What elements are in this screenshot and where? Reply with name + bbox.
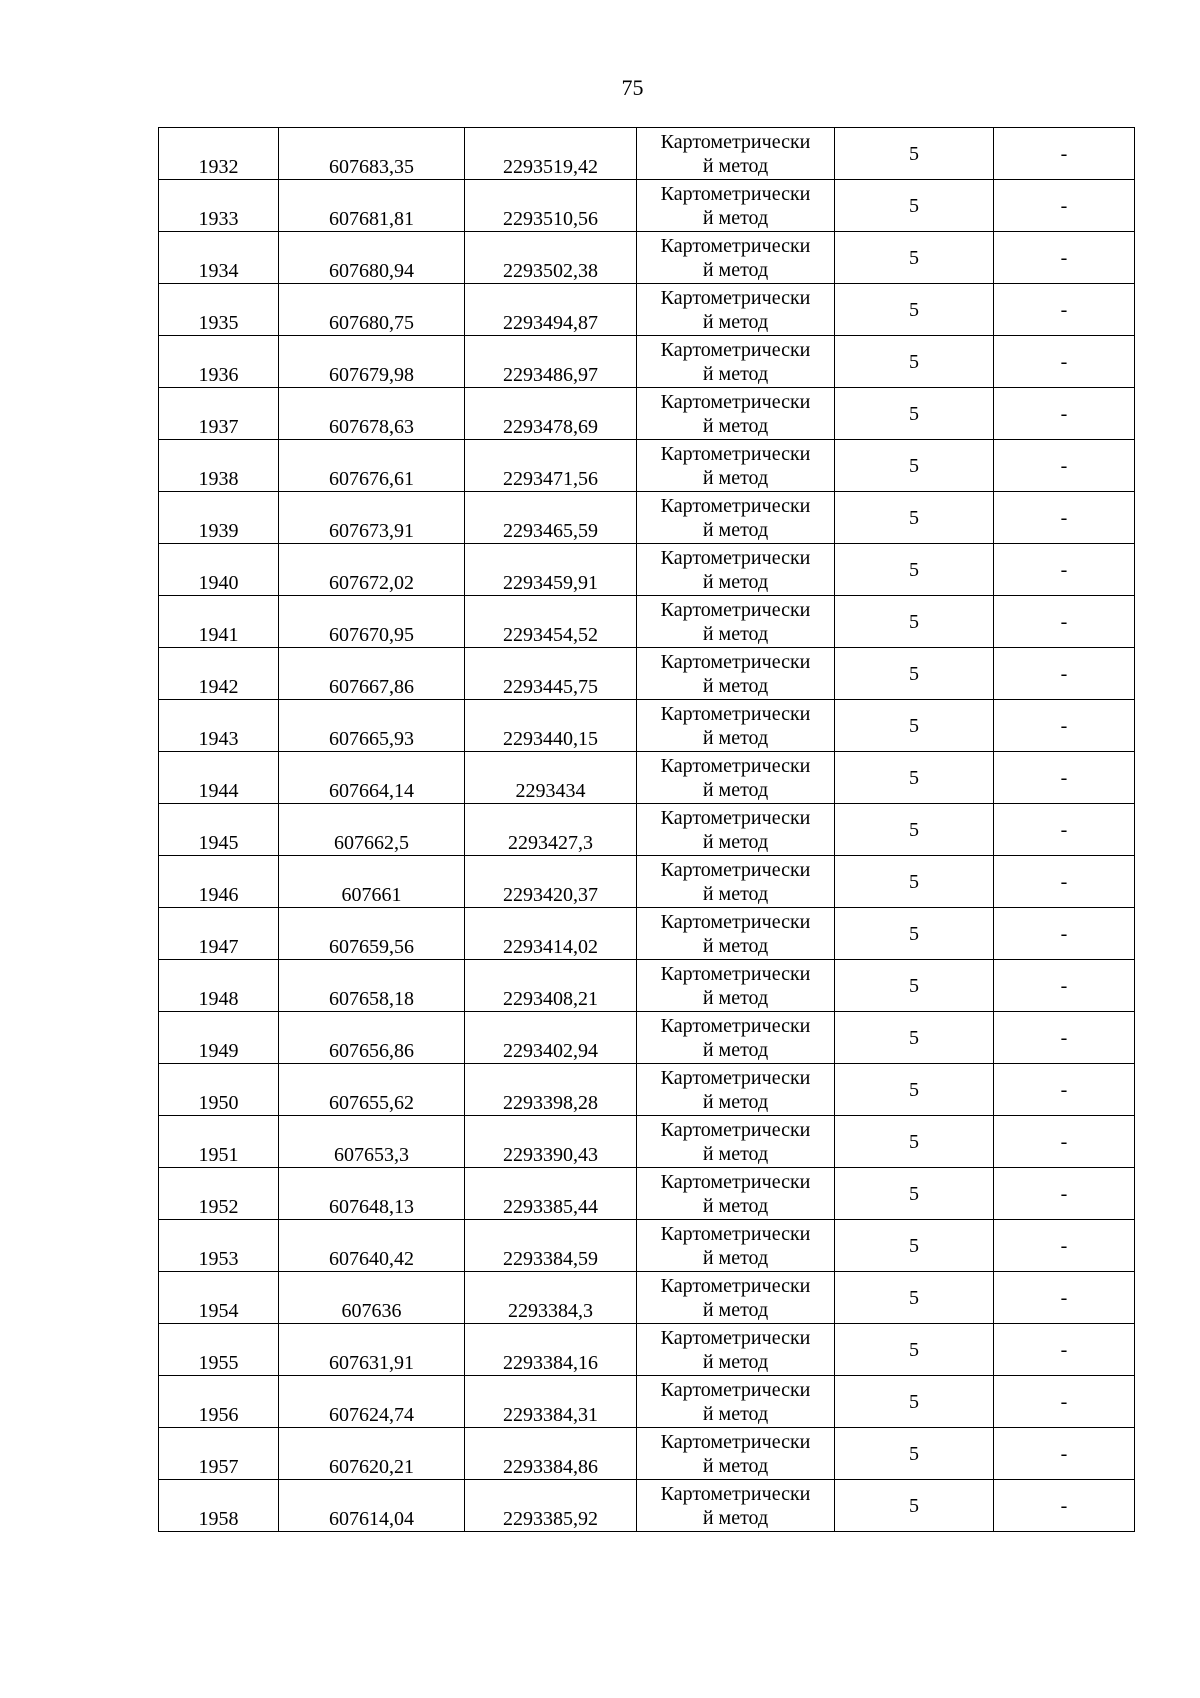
table-row	[159, 648, 1135, 700]
accuracy-cell: 5	[835, 752, 994, 804]
accuracy-cell: 5	[835, 1116, 994, 1168]
method-line-1: Картометрически	[660, 1118, 811, 1141]
method-line-1: Картометрически	[660, 702, 811, 725]
table-row	[159, 1220, 1135, 1272]
method-cell	[637, 440, 835, 492]
note-cell: -	[994, 1376, 1135, 1428]
point-number-cell: 1933	[159, 180, 279, 232]
note-cell: -	[994, 1064, 1135, 1116]
x-coordinate-cell: 607661	[279, 856, 465, 908]
accuracy-cell: 5	[835, 388, 994, 440]
table-row	[159, 492, 1135, 544]
point-number-cell: 1946	[159, 856, 279, 908]
x-coordinate-cell: 607614,04	[279, 1480, 465, 1532]
x-coordinate-cell: 607655,62	[279, 1064, 465, 1116]
method-cell	[637, 180, 835, 232]
method-cell	[637, 1012, 835, 1064]
point-number-cell: 1953	[159, 1220, 279, 1272]
accuracy-cell: 5	[835, 960, 994, 1012]
x-coordinate-cell: 607680,94	[279, 232, 465, 284]
coordinates-table	[158, 127, 1135, 1532]
table-row	[159, 1168, 1135, 1220]
note-cell: -	[994, 336, 1135, 388]
point-number-cell: 1954	[159, 1272, 279, 1324]
x-coordinate-cell: 607653,3	[279, 1116, 465, 1168]
table-row	[159, 1272, 1135, 1324]
method-cell	[637, 596, 835, 648]
note-cell: -	[994, 440, 1135, 492]
method-line-2: й метод	[702, 1298, 769, 1321]
method-line-1: Картометрически	[660, 1482, 811, 1505]
x-coordinate-cell: 607678,63	[279, 388, 465, 440]
point-number-cell: 1936	[159, 336, 279, 388]
method-line-1: Картометрически	[660, 1326, 811, 1349]
method-line-1: Картометрически	[660, 1274, 811, 1297]
y-coordinate-cell: 2293459,91	[465, 544, 637, 596]
accuracy-cell: 5	[835, 1064, 994, 1116]
y-coordinate-cell: 2293519,42	[465, 128, 637, 180]
x-coordinate-cell: 607624,74	[279, 1376, 465, 1428]
table-row	[159, 544, 1135, 596]
method-line-2: й метод	[702, 986, 769, 1009]
x-coordinate-cell: 607656,86	[279, 1012, 465, 1064]
note-cell: -	[994, 1428, 1135, 1480]
y-coordinate-cell: 2293384,16	[465, 1324, 637, 1376]
note-cell: -	[994, 700, 1135, 752]
point-number-cell: 1950	[159, 1064, 279, 1116]
x-coordinate-cell: 607673,91	[279, 492, 465, 544]
method-line-1: Картометрически	[660, 1222, 811, 1245]
note-cell: -	[994, 908, 1135, 960]
x-coordinate-cell: 607659,56	[279, 908, 465, 960]
point-number-cell: 1935	[159, 284, 279, 336]
accuracy-cell: 5	[835, 648, 994, 700]
accuracy-cell: 5	[835, 596, 994, 648]
method-line-2: й метод	[702, 1506, 769, 1529]
note-cell: -	[994, 388, 1135, 440]
method-line-1: Картометрически	[660, 182, 811, 205]
accuracy-cell: 5	[835, 1324, 994, 1376]
table-row	[159, 804, 1135, 856]
method-cell	[637, 1064, 835, 1116]
method-line-1: Картометрически	[660, 754, 811, 777]
table-row	[159, 856, 1135, 908]
method-line-2: й метод	[702, 830, 769, 853]
y-coordinate-cell: 2293384,86	[465, 1428, 637, 1480]
method-line-2: й метод	[702, 206, 769, 229]
method-line-1: Картометрически	[660, 962, 811, 985]
method-line-2: й метод	[702, 1454, 769, 1477]
method-cell	[637, 960, 835, 1012]
point-number-cell: 1957	[159, 1428, 279, 1480]
note-cell: -	[994, 960, 1135, 1012]
point-number-cell: 1939	[159, 492, 279, 544]
x-coordinate-cell: 607681,81	[279, 180, 465, 232]
method-line-2: й метод	[702, 1350, 769, 1373]
table-row	[159, 1324, 1135, 1376]
y-coordinate-cell: 2293445,75	[465, 648, 637, 700]
method-line-1: Картометрически	[660, 1378, 811, 1401]
y-coordinate-cell: 2293486,97	[465, 336, 637, 388]
y-coordinate-cell: 2293385,44	[465, 1168, 637, 1220]
method-cell	[637, 752, 835, 804]
y-coordinate-cell: 2293510,56	[465, 180, 637, 232]
x-coordinate-cell: 607683,35	[279, 128, 465, 180]
point-number-cell: 1940	[159, 544, 279, 596]
x-coordinate-cell: 607665,93	[279, 700, 465, 752]
method-cell	[637, 1220, 835, 1272]
x-coordinate-cell: 607620,21	[279, 1428, 465, 1480]
method-cell	[637, 856, 835, 908]
method-line-2: й метод	[702, 1038, 769, 1061]
table-row	[159, 908, 1135, 960]
method-line-1: Картометрически	[660, 1066, 811, 1089]
point-number-cell: 1947	[159, 908, 279, 960]
note-cell: -	[994, 856, 1135, 908]
method-line-1: Картометрически	[660, 338, 811, 361]
accuracy-cell: 5	[835, 1480, 994, 1532]
method-line-2: й метод	[702, 778, 769, 801]
table-row	[159, 752, 1135, 804]
note-cell: -	[994, 1220, 1135, 1272]
y-coordinate-cell: 2293414,02	[465, 908, 637, 960]
note-cell: -	[994, 1168, 1135, 1220]
method-cell	[637, 492, 835, 544]
x-coordinate-cell: 607680,75	[279, 284, 465, 336]
method-cell	[637, 1480, 835, 1532]
method-line-1: Картометрически	[660, 390, 811, 413]
method-cell	[637, 1116, 835, 1168]
accuracy-cell: 5	[835, 284, 994, 336]
point-number-cell: 1958	[159, 1480, 279, 1532]
y-coordinate-cell: 2293440,15	[465, 700, 637, 752]
accuracy-cell: 5	[835, 128, 994, 180]
method-line-2: й метод	[702, 1090, 769, 1113]
table-row	[159, 1428, 1135, 1480]
x-coordinate-cell: 607640,42	[279, 1220, 465, 1272]
method-cell	[637, 700, 835, 752]
table-row	[159, 232, 1135, 284]
note-cell: -	[994, 648, 1135, 700]
x-coordinate-cell: 607631,91	[279, 1324, 465, 1376]
x-coordinate-cell: 607676,61	[279, 440, 465, 492]
point-number-cell: 1934	[159, 232, 279, 284]
accuracy-cell: 5	[835, 804, 994, 856]
table-row	[159, 596, 1135, 648]
method-cell	[637, 804, 835, 856]
method-cell	[637, 128, 835, 180]
y-coordinate-cell: 2293465,59	[465, 492, 637, 544]
y-coordinate-cell: 2293384,59	[465, 1220, 637, 1272]
note-cell: -	[994, 1324, 1135, 1376]
note-cell: -	[994, 596, 1135, 648]
method-line-2: й метод	[702, 154, 769, 177]
x-coordinate-cell: 607658,18	[279, 960, 465, 1012]
method-line-2: й метод	[702, 310, 769, 333]
table-row	[159, 440, 1135, 492]
method-cell	[637, 544, 835, 596]
method-line-1: Картометрически	[660, 546, 811, 569]
y-coordinate-cell: 2293384,3	[465, 1272, 637, 1324]
method-line-1: Картометрически	[660, 442, 811, 465]
y-coordinate-cell: 2293478,69	[465, 388, 637, 440]
x-coordinate-cell: 607664,14	[279, 752, 465, 804]
accuracy-cell: 5	[835, 908, 994, 960]
method-line-1: Картометрически	[660, 1430, 811, 1453]
x-coordinate-cell: 607636	[279, 1272, 465, 1324]
method-line-1: Картометрически	[660, 286, 811, 309]
method-line-1: Картометрически	[660, 806, 811, 829]
note-cell: -	[994, 752, 1135, 804]
table-row	[159, 1064, 1135, 1116]
method-line-1: Картометрически	[660, 130, 811, 153]
point-number-cell: 1945	[159, 804, 279, 856]
method-cell	[637, 648, 835, 700]
point-number-cell: 1956	[159, 1376, 279, 1428]
y-coordinate-cell: 2293502,38	[465, 232, 637, 284]
method-line-2: й метод	[702, 1142, 769, 1165]
method-line-2: й метод	[702, 1402, 769, 1425]
method-line-2: й метод	[702, 414, 769, 437]
method-cell	[637, 388, 835, 440]
table-row	[159, 1116, 1135, 1168]
method-line-1: Картометрически	[660, 650, 811, 673]
method-line-2: й метод	[702, 466, 769, 489]
note-cell: -	[994, 232, 1135, 284]
note-cell: -	[994, 180, 1135, 232]
note-cell: -	[994, 128, 1135, 180]
accuracy-cell: 5	[835, 544, 994, 596]
page-number: 75	[621, 75, 644, 100]
point-number-cell: 1938	[159, 440, 279, 492]
point-number-cell: 1942	[159, 648, 279, 700]
y-coordinate-cell: 2293398,28	[465, 1064, 637, 1116]
point-number-cell: 1932	[159, 128, 279, 180]
method-line-1: Картометрически	[660, 598, 811, 621]
method-cell	[637, 1324, 835, 1376]
point-number-cell: 1943	[159, 700, 279, 752]
accuracy-cell: 5	[835, 1272, 994, 1324]
method-line-2: й метод	[702, 934, 769, 957]
accuracy-cell: 5	[835, 336, 994, 388]
method-line-1: Картометрически	[660, 1170, 811, 1193]
y-coordinate-cell: 2293385,92	[465, 1480, 637, 1532]
note-cell: -	[994, 284, 1135, 336]
point-number-cell: 1948	[159, 960, 279, 1012]
method-line-2: й метод	[702, 258, 769, 281]
method-line-2: й метод	[702, 674, 769, 697]
y-coordinate-cell: 2293434	[465, 752, 637, 804]
point-number-cell: 1937	[159, 388, 279, 440]
y-coordinate-cell: 2293471,56	[465, 440, 637, 492]
method-line-2: й метод	[702, 518, 769, 541]
method-line-2: й метод	[702, 362, 769, 385]
table-row	[159, 336, 1135, 388]
method-cell	[637, 1428, 835, 1480]
method-line-1: Картометрически	[660, 910, 811, 933]
point-number-cell: 1951	[159, 1116, 279, 1168]
y-coordinate-cell: 2293402,94	[465, 1012, 637, 1064]
table-row	[159, 960, 1135, 1012]
coordinates-table-body	[159, 128, 1135, 1532]
y-coordinate-cell: 2293454,52	[465, 596, 637, 648]
method-line-2: й метод	[702, 882, 769, 905]
y-coordinate-cell: 2293408,21	[465, 960, 637, 1012]
method-cell	[637, 284, 835, 336]
method-cell	[637, 908, 835, 960]
x-coordinate-cell: 607670,95	[279, 596, 465, 648]
point-number-cell: 1952	[159, 1168, 279, 1220]
note-cell: -	[994, 804, 1135, 856]
method-line-1: Картометрически	[660, 858, 811, 881]
method-cell	[637, 1376, 835, 1428]
method-line-1: Картометрически	[660, 494, 811, 517]
table-row	[159, 284, 1135, 336]
method-cell	[637, 336, 835, 388]
x-coordinate-cell: 607667,86	[279, 648, 465, 700]
point-number-cell: 1941	[159, 596, 279, 648]
method-line-2: й метод	[702, 726, 769, 749]
table-row	[159, 1480, 1135, 1532]
table-row	[159, 388, 1135, 440]
accuracy-cell: 5	[835, 1168, 994, 1220]
y-coordinate-cell: 2293427,3	[465, 804, 637, 856]
note-cell: -	[994, 1480, 1135, 1532]
y-coordinate-cell: 2293494,87	[465, 284, 637, 336]
method-line-2: й метод	[702, 622, 769, 645]
x-coordinate-cell: 607679,98	[279, 336, 465, 388]
note-cell: -	[994, 1012, 1135, 1064]
method-line-2: й метод	[702, 570, 769, 593]
x-coordinate-cell: 607662,5	[279, 804, 465, 856]
note-cell: -	[994, 1272, 1135, 1324]
accuracy-cell: 5	[835, 1376, 994, 1428]
table-row	[159, 180, 1135, 232]
accuracy-cell: 5	[835, 1012, 994, 1064]
method-cell	[637, 232, 835, 284]
accuracy-cell: 5	[835, 492, 994, 544]
method-cell	[637, 1168, 835, 1220]
note-cell: -	[994, 1116, 1135, 1168]
method-line-1: Картометрически	[660, 234, 811, 257]
point-number-cell: 1944	[159, 752, 279, 804]
table-row	[159, 1012, 1135, 1064]
method-cell	[637, 1272, 835, 1324]
accuracy-cell: 5	[835, 440, 994, 492]
method-line-2: й метод	[702, 1194, 769, 1217]
accuracy-cell: 5	[835, 1428, 994, 1480]
note-cell: -	[994, 492, 1135, 544]
method-line-2: й метод	[702, 1246, 769, 1269]
accuracy-cell: 5	[835, 856, 994, 908]
method-line-1: Картометрически	[660, 1014, 811, 1037]
accuracy-cell: 5	[835, 180, 994, 232]
x-coordinate-cell: 607648,13	[279, 1168, 465, 1220]
accuracy-cell: 5	[835, 232, 994, 284]
table-row	[159, 1376, 1135, 1428]
y-coordinate-cell: 2293420,37	[465, 856, 637, 908]
x-coordinate-cell: 607672,02	[279, 544, 465, 596]
y-coordinate-cell: 2293390,43	[465, 1116, 637, 1168]
table-row	[159, 128, 1135, 180]
note-cell: -	[994, 544, 1135, 596]
accuracy-cell: 5	[835, 700, 994, 752]
table-row	[159, 700, 1135, 752]
point-number-cell: 1955	[159, 1324, 279, 1376]
accuracy-cell: 5	[835, 1220, 994, 1272]
point-number-cell: 1949	[159, 1012, 279, 1064]
y-coordinate-cell: 2293384,31	[465, 1376, 637, 1428]
